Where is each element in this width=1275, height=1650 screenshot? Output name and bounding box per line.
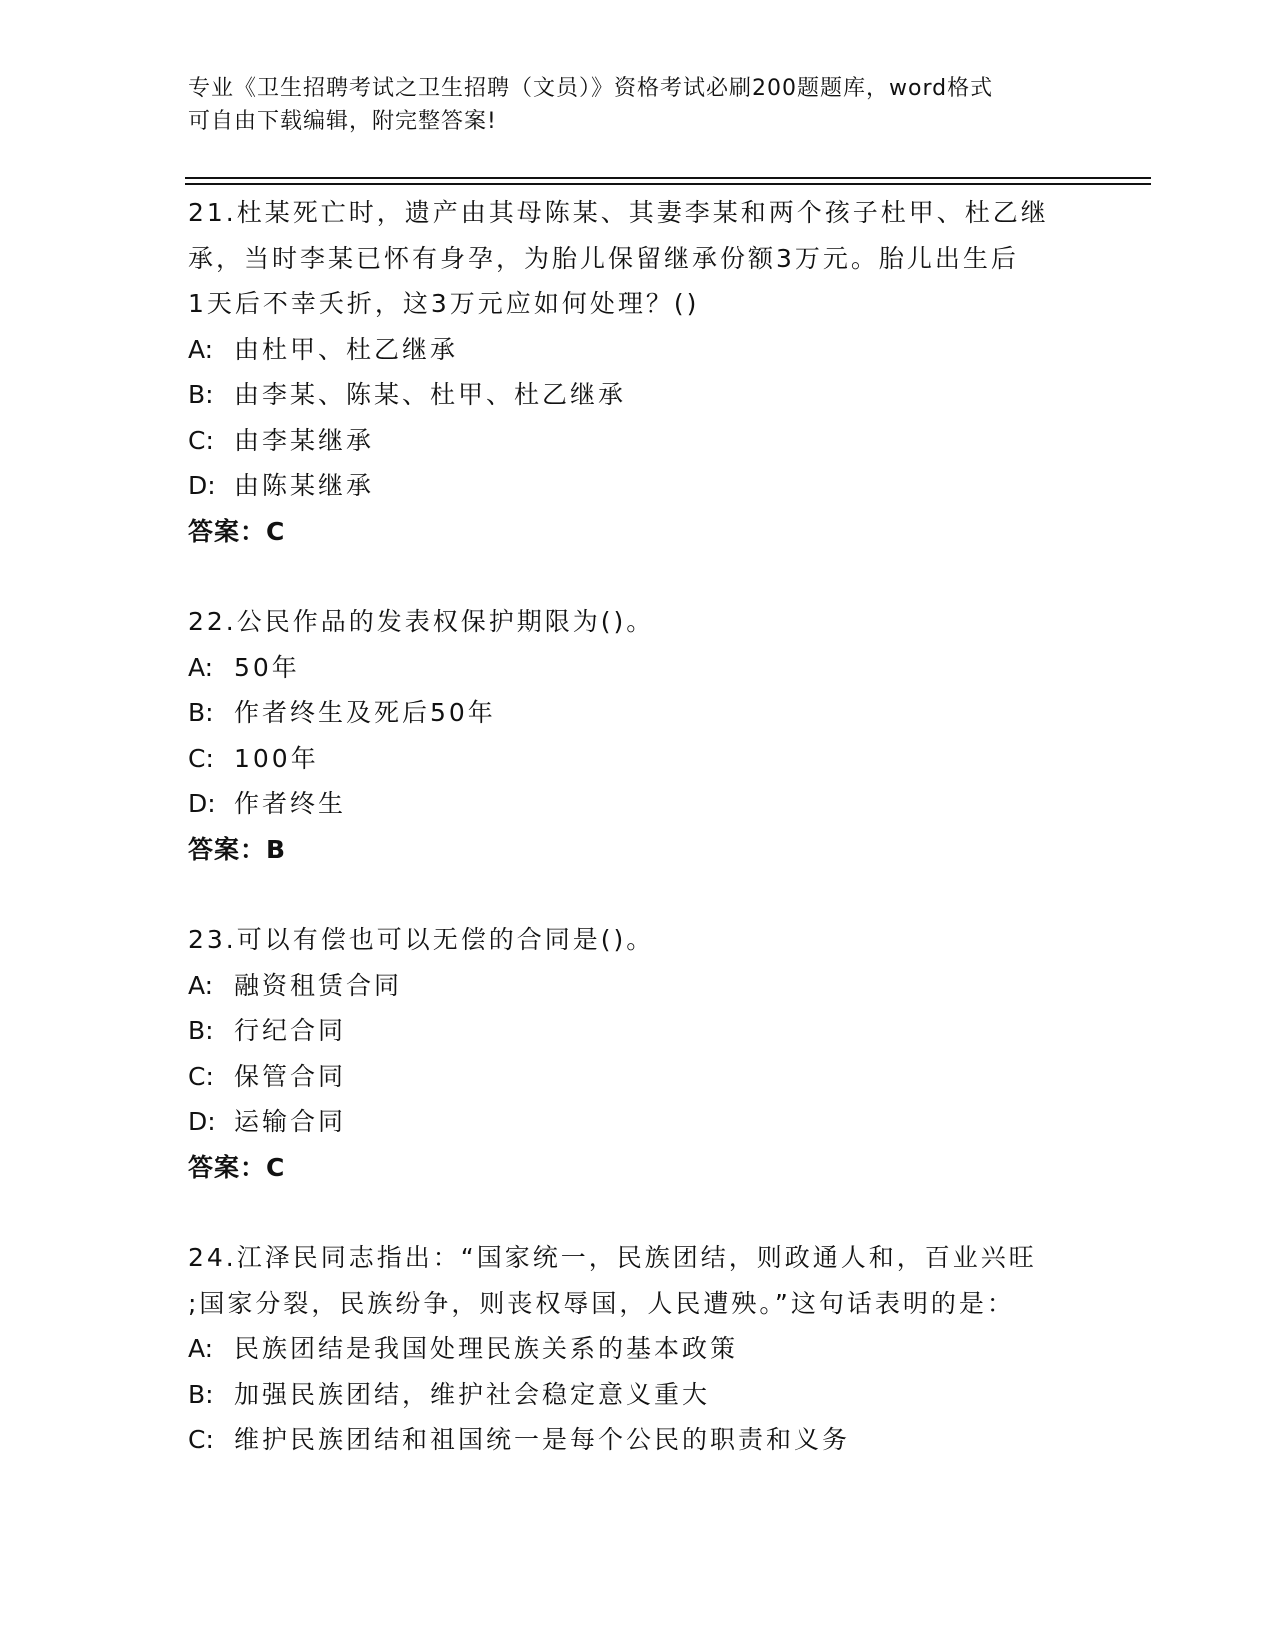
- header-line-1: 专业《卫生招聘考试之卫生招聘（文员）》资格考试必刷200题题库，word格式: [188, 76, 994, 101]
- option-text: 加强民族团结，维护社会稳定意义重大: [234, 1379, 711, 1409]
- option-text: 100年: [234, 743, 319, 773]
- option-label: A:: [188, 1334, 214, 1363]
- question-stem-line: 23.可以有偿也可以无偿的合同是()。: [188, 925, 655, 954]
- question-23: [188, 917, 1088, 1190]
- option-text: 由李某继承: [234, 425, 375, 455]
- question-stem-line: 承，当时李某已怀有身孕，为胎儿保留继承份额3万元。胎儿出生后: [188, 243, 1019, 273]
- option-label: B:: [188, 1379, 214, 1409]
- option-label: D:: [188, 471, 216, 500]
- answer-line: 答案：B: [188, 834, 287, 864]
- option-text: 50年: [234, 652, 300, 682]
- question-stem-line: 1天后不幸夭折，这3万元应如何处理？(): [188, 289, 700, 318]
- option-text: 由李某、陈某、杜甲、杜乙继承: [234, 380, 627, 409]
- answer-line: 答案：C: [188, 516, 286, 546]
- option-label: D:: [188, 1107, 216, 1136]
- option-text: 作者终生及死后50年: [234, 698, 496, 727]
- option-text: 运输合同: [234, 1107, 347, 1136]
- option-d: [188, 781, 1088, 827]
- header-divider-bottom: [185, 183, 1151, 185]
- header-line-2: 可自由下载编辑，附完整答案!: [188, 109, 497, 134]
- option-label: D:: [188, 789, 216, 818]
- question-stem-line: 22.公民作品的发表权保护期限为()。: [188, 607, 655, 636]
- option-text: 行纪合同: [234, 1016, 347, 1045]
- option-d: [188, 1099, 1088, 1145]
- question-spacer: [188, 1190, 1088, 1235]
- option-label: C:: [188, 743, 214, 773]
- option-a: [188, 645, 1088, 691]
- question-22: [188, 599, 1088, 872]
- question-24: [188, 1235, 1088, 1463]
- question-21: [188, 190, 1088, 554]
- option-c: [188, 736, 1088, 782]
- document-header: [188, 72, 1088, 138]
- option-text: 维护民族团结和祖国统一是每个公民的职责和义务: [234, 1425, 851, 1454]
- option-c: [188, 418, 1088, 464]
- option-label: C:: [188, 1061, 214, 1091]
- option-b: [188, 1008, 1088, 1054]
- option-b: [188, 1372, 1088, 1418]
- option-b: [188, 372, 1088, 418]
- option-c: [188, 1417, 1088, 1463]
- option-c: [188, 1054, 1088, 1100]
- option-label: B:: [188, 1016, 214, 1045]
- option-b: [188, 690, 1088, 736]
- option-text: 由杜甲、杜乙继承: [234, 334, 459, 364]
- header-divider-top: [185, 177, 1151, 179]
- question-stem-line: 21.杜某死亡时，遗产由其母陈某、其妻李某和两个孩子杜甲、杜乙继: [188, 198, 1049, 227]
- option-label: C:: [188, 425, 214, 455]
- question-stem-line: 24.江泽民同志指出：“国家统一，民族团结，则政通人和，百业兴旺: [188, 1243, 1037, 1272]
- option-label: A:: [188, 970, 214, 1000]
- option-label: B:: [188, 698, 214, 727]
- question-stem-line: ;国家分裂，民族纷争，则丧权辱国，人民遭殃。”这句话表明的是：: [188, 1288, 1015, 1318]
- question-list: [188, 190, 1088, 1463]
- option-text: 保管合同: [234, 1061, 347, 1091]
- option-label: C:: [188, 1425, 214, 1454]
- option-label: A:: [188, 652, 214, 682]
- option-label: A:: [188, 334, 214, 364]
- question-spacer: [188, 872, 1088, 917]
- option-d: [188, 463, 1088, 509]
- question-spacer: [188, 554, 1088, 599]
- option-text: 作者终生: [234, 789, 347, 818]
- option-a: [188, 327, 1088, 373]
- option-text: 融资租赁合同: [234, 970, 403, 1000]
- option-text: 民族团结是我国处理民族关系的基本政策: [234, 1334, 739, 1363]
- option-text: 由陈某继承: [234, 471, 375, 500]
- option-a: [188, 1326, 1088, 1372]
- option-a: [188, 963, 1088, 1009]
- answer-line: 答案：C: [188, 1152, 286, 1182]
- option-label: B:: [188, 380, 214, 409]
